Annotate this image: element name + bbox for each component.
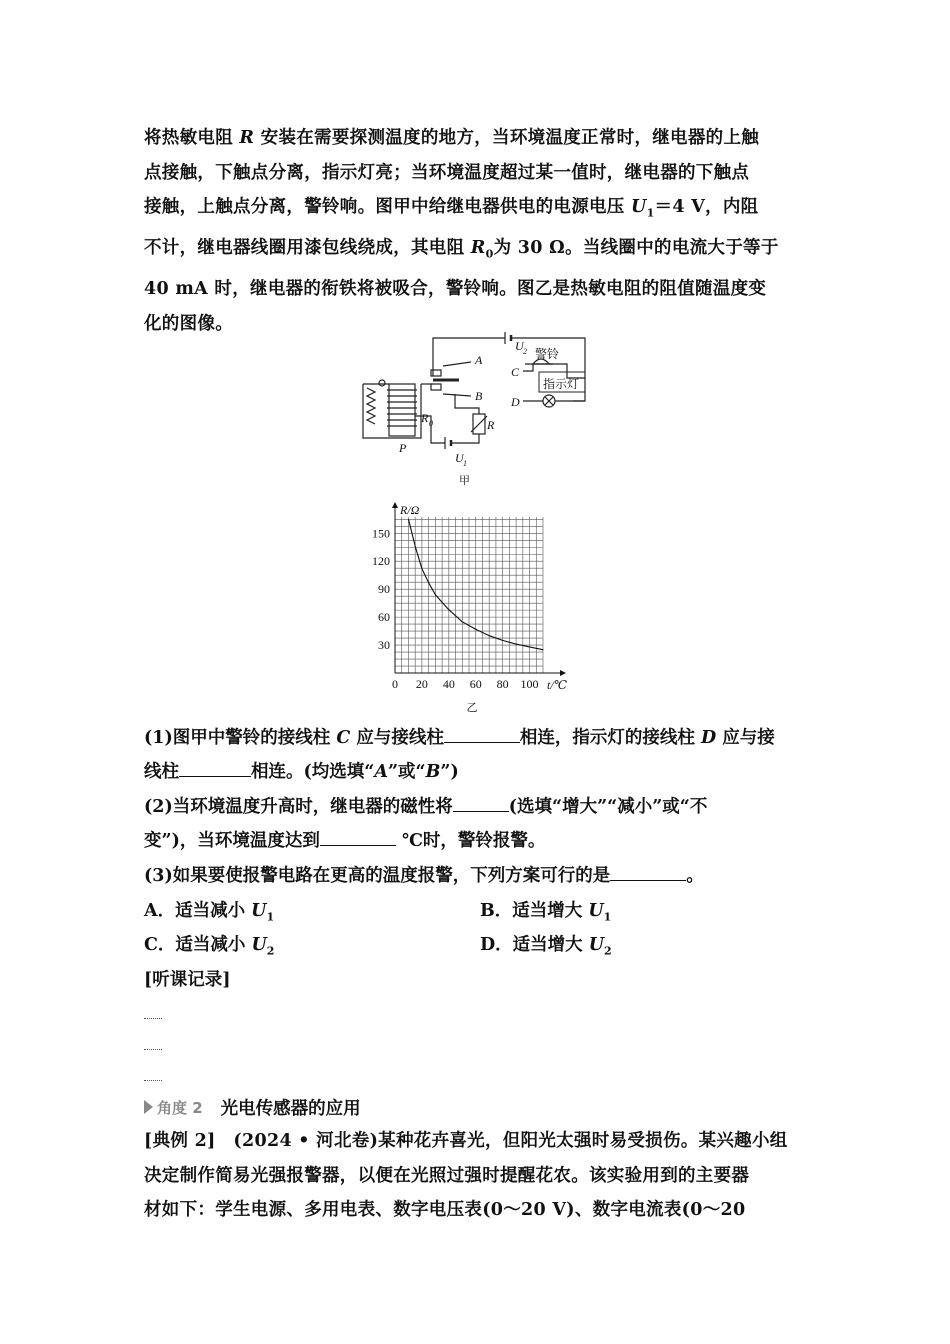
- option-b[interactable]: B．适当增大 $U_1$: [480, 901, 612, 924]
- label-u1: U: [455, 451, 464, 465]
- u2-loop-wire: [433, 338, 505, 376]
- y-tick-label: 120: [372, 554, 390, 569]
- angle-tag: 角度 2: [157, 1098, 203, 1117]
- label-a: A: [475, 353, 483, 367]
- y-axis-arrow-icon: [392, 502, 398, 508]
- note-line[interactable]: [144, 1080, 162, 1081]
- y-axis-label: R/Ω: [400, 503, 420, 517]
- y-tick-label: 150: [372, 526, 390, 541]
- x-tick-label: 20: [415, 677, 428, 691]
- data-point: [408, 519, 409, 520]
- label-p: P: [399, 441, 407, 455]
- answer-blank-temperature[interactable]: [320, 827, 396, 846]
- intro-line-6: 化的图像。: [144, 313, 233, 334]
- figure-caption-jia: 甲: [459, 475, 470, 487]
- example-line-3: 材如下：学生电源、多用电表、数字电压表(0～20 V)、数字电流表(0～20: [144, 1200, 746, 1220]
- data-point: [415, 546, 416, 547]
- data-point: [502, 640, 503, 641]
- question-1-line-1: (1)图甲中警铃的接线柱 C 应与接线柱 相连，指示灯的接线柱 D 应与接: [144, 723, 775, 753]
- question-3: (3)如果要使报警电路在更高的温度报警，下列方案可行的是 。: [144, 861, 704, 891]
- data-point: [489, 635, 490, 636]
- x-tick-label: 0: [392, 677, 398, 691]
- label-c: C: [511, 365, 520, 379]
- data-point: [529, 646, 530, 647]
- answer-blank-option[interactable]: [610, 862, 686, 881]
- answer-blank-c[interactable]: [444, 724, 520, 743]
- label-u2: U: [515, 339, 524, 353]
- intro-line-4: 不计，继电器线圈用漆包线绕成，其电阻 $R_0$为 30 Ω。当线圈中的电流大于等于: [144, 238, 779, 261]
- x-tick-label: 60: [469, 677, 482, 691]
- answer-blank-magnetism[interactable]: [453, 793, 509, 812]
- triangle-marker-icon: [144, 1100, 153, 1114]
- question-1-line-2: 线柱 相连。(均选填“A”或“B”): [144, 757, 459, 787]
- angle-header: [144, 1094, 361, 1120]
- y-tick-label: 90: [378, 582, 390, 597]
- question-2-line-2: 变”)，当环境温度达到 ℃时，警铃报警。: [144, 826, 545, 856]
- relay-circuit-diagram: [355, 328, 595, 490]
- answer-blank-d[interactable]: [179, 758, 251, 777]
- x-tick-label: 100: [520, 677, 539, 691]
- data-point: [475, 629, 476, 630]
- data-point: [543, 649, 544, 650]
- x-axis-arrow-icon: [560, 670, 566, 676]
- label-r0-sub: 0: [429, 419, 433, 428]
- label-r: R: [487, 418, 495, 432]
- intro-line-2: 点接触，下触点分离，指示灯亮；当环境温度超过某一值时，继电器的下触点: [144, 162, 750, 183]
- x-tick-label: 40: [442, 677, 455, 691]
- angle-title: 光电传感器的应用: [220, 1098, 361, 1119]
- notes-heading: [听课记录]: [144, 970, 231, 990]
- data-point: [516, 644, 517, 645]
- data-point: [435, 594, 436, 595]
- label-b: B: [475, 389, 483, 403]
- option-a[interactable]: A．适当减小 $U_1$: [144, 901, 275, 924]
- example-2-paragraph: [144, 1124, 808, 1228]
- x-tick-label: 80: [496, 677, 509, 691]
- example-line-1: [典例 2] (2024 • 河北卷)某种花卉喜光，但阳光太强时易受损伤。某兴趣小组: [144, 1131, 788, 1151]
- intro-line-5: 40 mA 时，继电器的衔铁将被吸合，警铃响。图乙是热敏电阻的阻值随温度变: [144, 279, 767, 299]
- note-line[interactable]: [144, 1018, 162, 1019]
- data-point: [421, 568, 422, 569]
- intro-paragraph: [144, 121, 808, 341]
- option-c[interactable]: C．适当减小 $U_2$: [144, 935, 275, 958]
- label-lamp: 指示灯: [543, 377, 580, 391]
- label-u2-sub: 2: [523, 347, 527, 356]
- question-2-line-1: (2)当环境温度升高时，继电器的磁性将 (选填“增大”“减小”或“不: [144, 792, 707, 822]
- label-bell: 警铃: [535, 347, 560, 361]
- intro-line-1: 将热敏电阻 R 安装在需要探测温度的地方，当环境温度正常时，继电器的上触: [144, 128, 760, 148]
- y-tick-label: 30: [378, 638, 390, 653]
- option-d[interactable]: D．适当增大 $U_2$: [480, 935, 612, 958]
- figure-caption-yi: 乙: [466, 702, 478, 714]
- label-r0: R: [421, 411, 429, 425]
- spring-icon: [367, 388, 375, 424]
- label-u1-sub: 1: [463, 459, 467, 468]
- note-line[interactable]: [144, 1049, 162, 1050]
- example-line-2: 决定制作简易光强报警器，以便在光照过强时提醒花农。该实验用到的主要器: [144, 1165, 750, 1186]
- data-point: [462, 621, 463, 622]
- x-axis-label: t/℃: [547, 678, 568, 692]
- intro-line-3: 接触，上触点分离，警铃响。图甲中给继电器供电的电源电压 $U_1=4$ V，内阻: [144, 197, 759, 220]
- y-tick-label: 60: [378, 610, 390, 625]
- data-point: [428, 582, 429, 583]
- data-point: [448, 609, 449, 610]
- label-d: D: [511, 395, 520, 409]
- resistance-temperature-chart: [360, 500, 590, 715]
